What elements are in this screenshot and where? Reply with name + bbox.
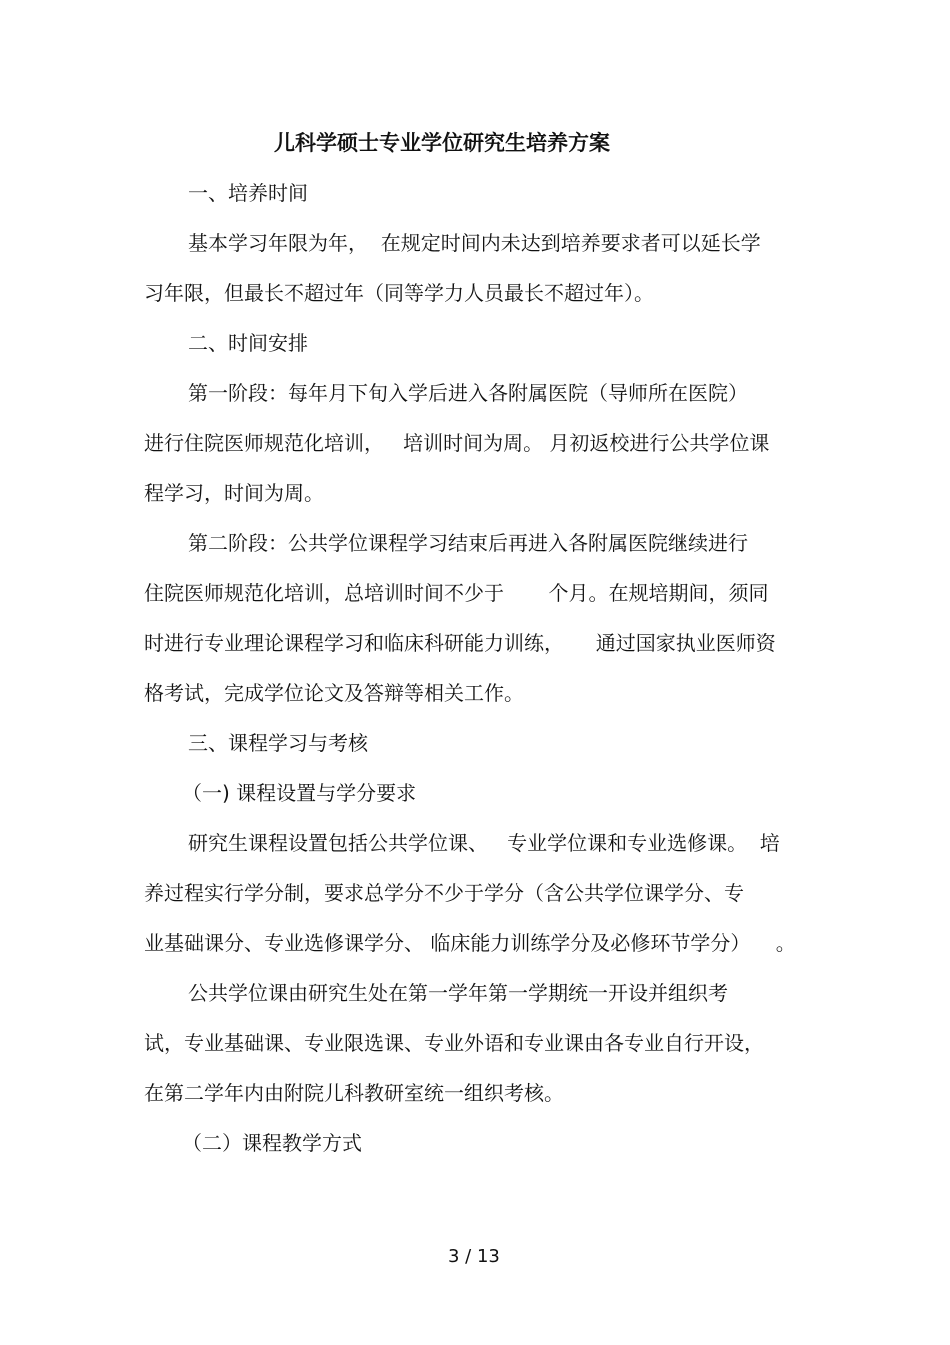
paragraph-line: 试，专业基础课、专业限选课、专业外语和专业课由各专业自行开设， xyxy=(144,1031,764,1055)
paragraph-line: 格考试，完成学位论文及答辩等相关工作。 xyxy=(144,681,524,705)
paragraph-line: 时进行专业理论课程学习和临床科研能力训练， 通过国家执业医师资 xyxy=(144,631,776,655)
paragraph-line: 基本学习年限为年， 在规定时间内未达到培养要求者可以延长学 xyxy=(188,231,761,255)
paragraph-line: 养过程实行学分制，要求总学分不少于学分（含公共学位课学分、专 xyxy=(144,881,744,905)
paragraph-line: 在第二学年内由附院儿科教研室统一组织考核。 xyxy=(144,1081,564,1105)
paragraph-line: 研究生课程设置包括公共学位课、 专业学位课和专业选修课。 培 xyxy=(188,831,780,855)
subsection-heading: （一) 课程设置与学分要求 xyxy=(182,781,417,805)
paragraph-line: 业基础课分、专业选修课学分、 临床能力训练学分及必修环节学分） 。 xyxy=(144,931,796,955)
paragraph-line: 公共学位课由研究生处在第一学年第一学期统一开设并组织考 xyxy=(188,981,728,1005)
section-heading: 三、课程学习与考核 xyxy=(188,731,368,755)
paragraph-line: 住院医师规范化培训，总培训时间不少于 个月。在规培期间，须同 xyxy=(144,581,769,605)
paragraph-line: 习年限，但最长不超过年（同等学力人员最长不超过年）。 xyxy=(144,281,654,305)
paragraph-line: 程学习，时间为周。 xyxy=(144,481,324,505)
paragraph-line: 第一阶段：每年月下旬入学后进入各附属医院（导师所在医院） xyxy=(188,381,748,405)
paragraph-line: 第二阶段：公共学位课程学习结束后再进入各附属医院继续进行 xyxy=(188,531,748,555)
document-title: 儿科学硕士专业学位研究生培养方案 xyxy=(274,131,610,155)
section-heading: 二、时间安排 xyxy=(188,331,308,355)
paragraph-line: 进行住院医师规范化培训， 培训时间为周。 月初返校进行公共学位课 xyxy=(144,431,770,455)
section-heading: 一、培养时间 xyxy=(188,181,308,205)
subsection-heading: （二）课程教学方式 xyxy=(182,1131,362,1155)
page-number: 3 / 13 xyxy=(448,1246,500,1267)
